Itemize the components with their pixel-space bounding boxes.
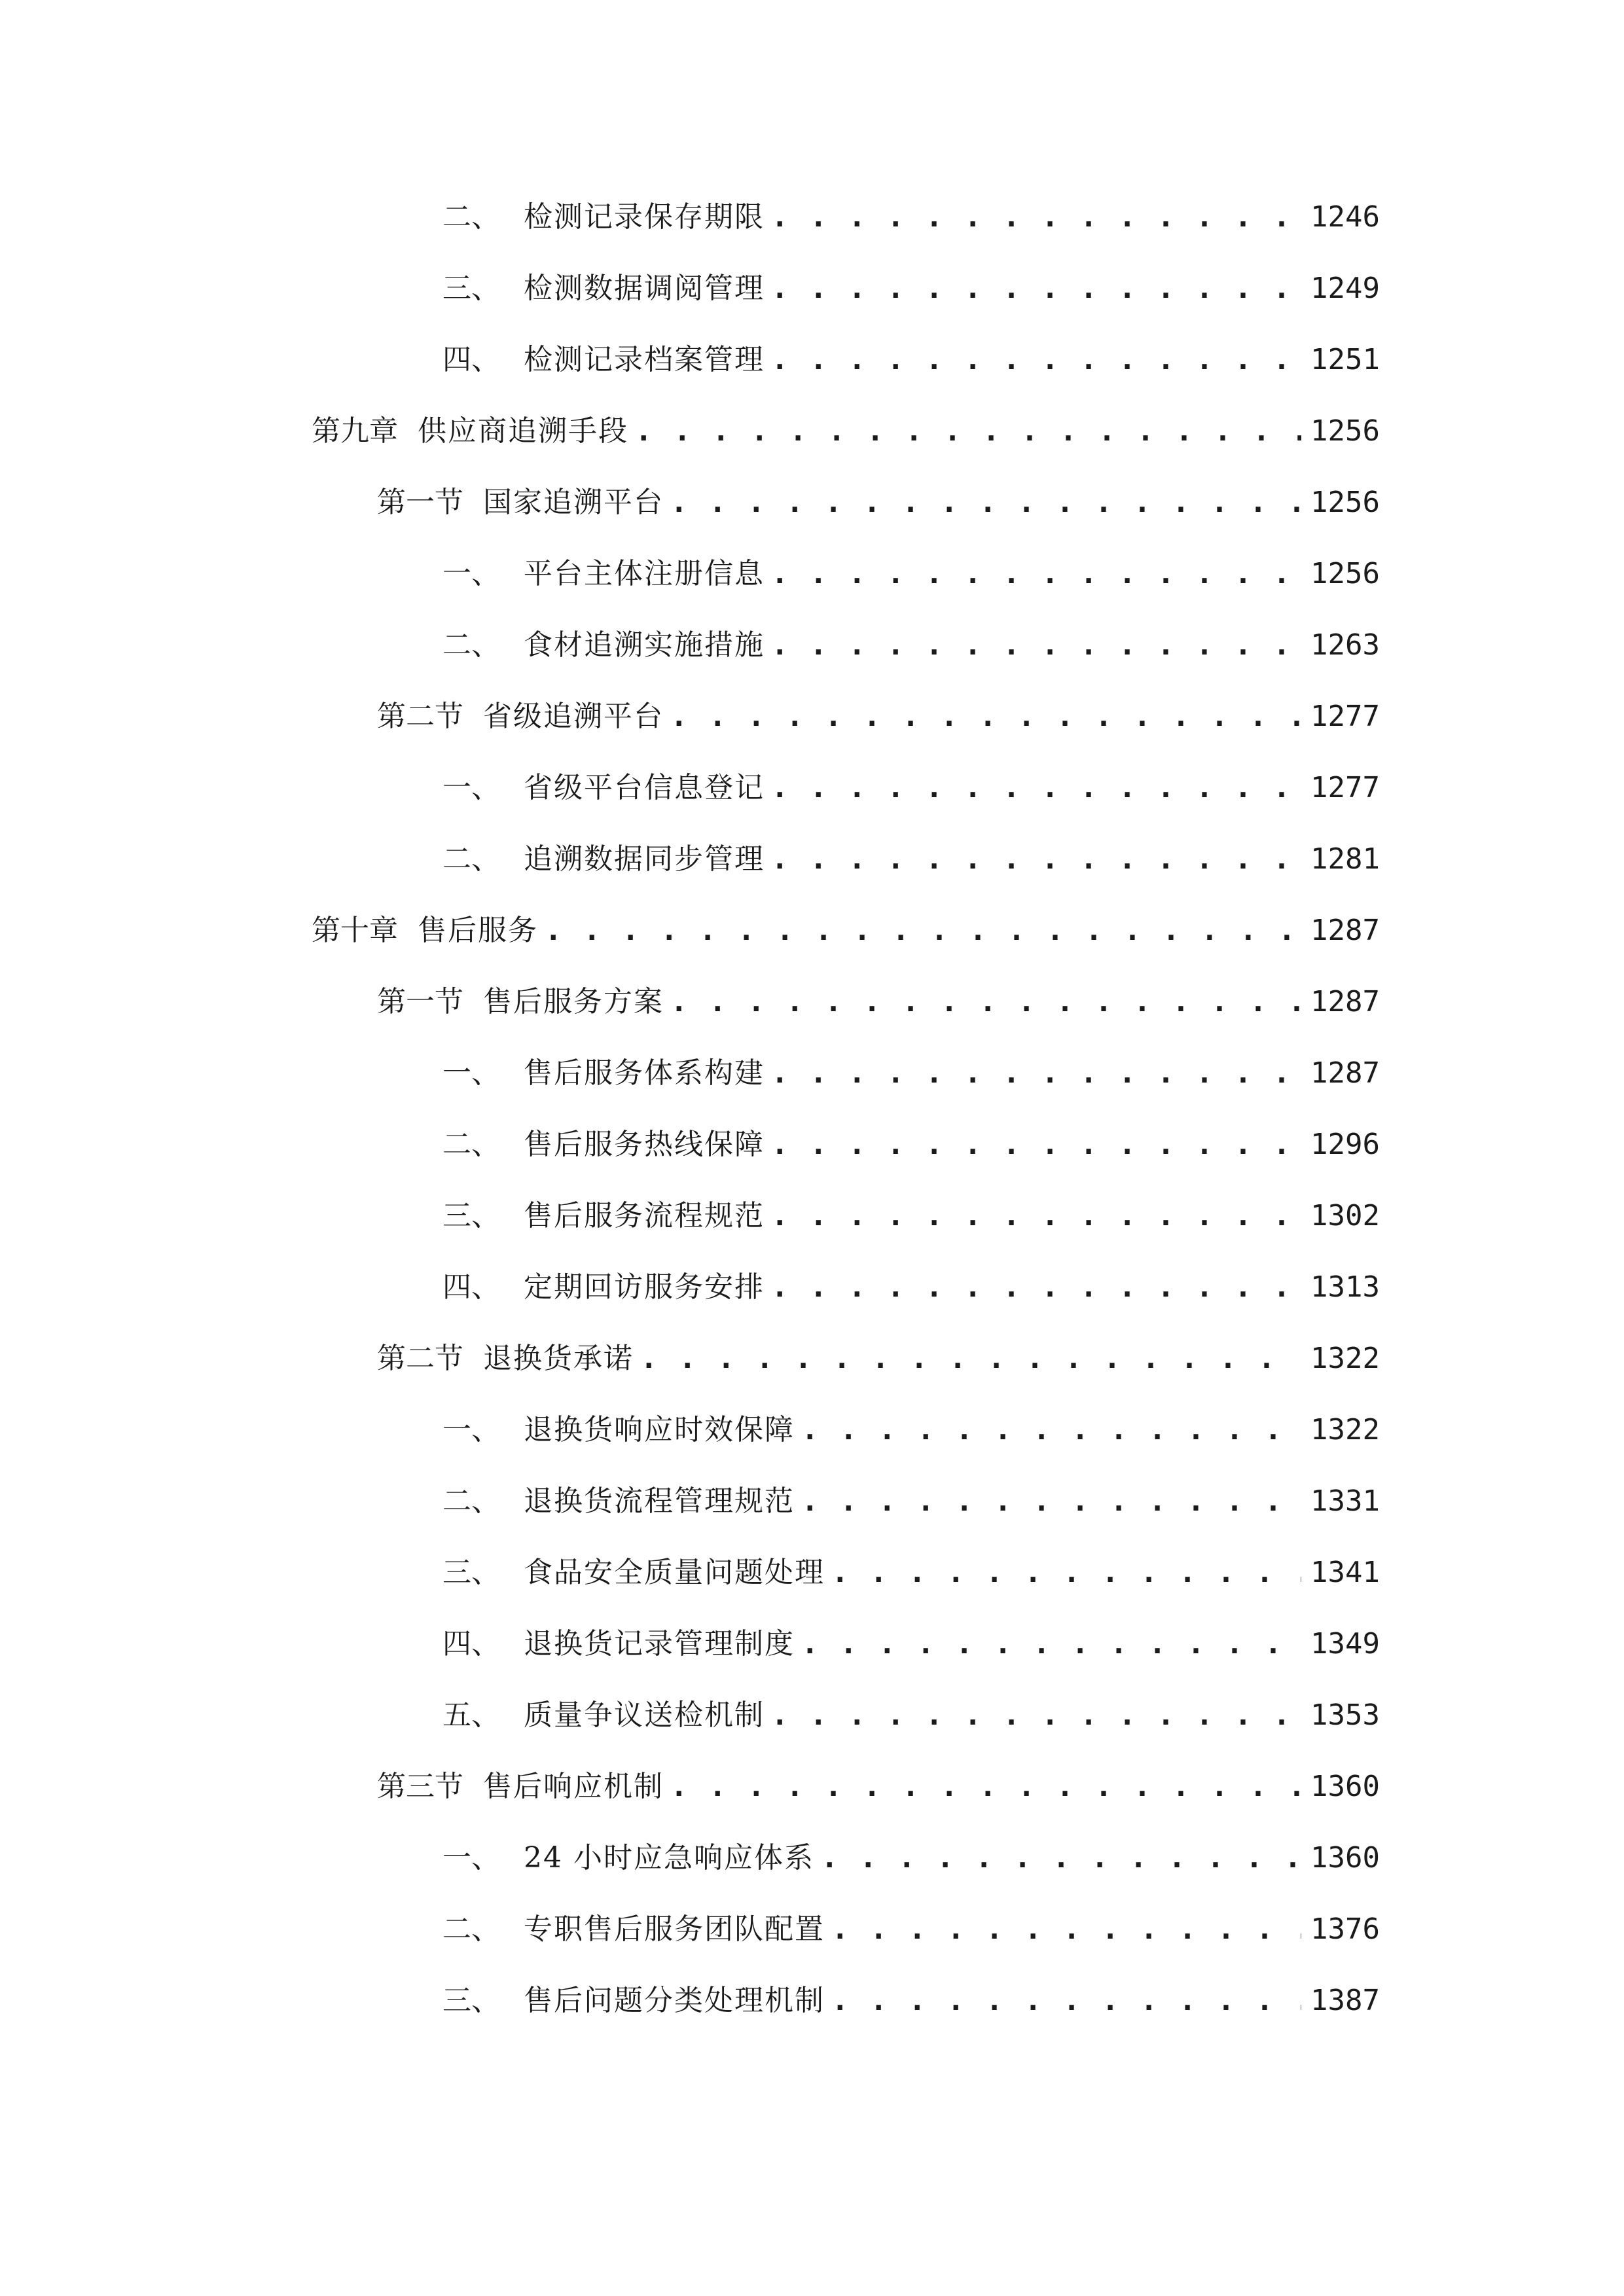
dot-leader [771,833,1301,886]
toc-entry-title: 检测记录保存期限 [524,200,765,234]
toc-entry-number: 四、 [442,343,500,376]
toc-entry-title: 售后服务热线保障 [524,1128,765,1161]
toc-entry-page: 1256 [1310,557,1380,590]
dot-leader [821,1832,1301,1884]
toc-entry-page: 1376 [1310,1912,1380,1946]
toc-entry-number: 第一节 [377,985,463,1018]
toc-entry-page: 1287 [1310,985,1380,1018]
toc-entry[interactable] [442,1119,1380,1171]
toc-entry-page: 1287 [1310,914,1380,947]
toc-entry-number: 三、 [442,272,500,305]
toc-section-entry[interactable] [377,691,1380,743]
toc-entry-page: 1331 [1310,1484,1380,1518]
toc-entry-number: 第三节 [377,1770,463,1803]
dot-leader [670,1761,1301,1813]
toc-entry[interactable] [442,762,1380,814]
toc-entry-number: 一、 [442,771,500,804]
toc-entry-page: 1387 [1310,1984,1380,2017]
toc-entry[interactable] [442,1689,1380,1742]
toc-entry-title: 售后问题分类处理机制 [524,1984,825,2017]
dot-leader [771,619,1301,672]
toc-entry-title: 质量争议送检机制 [524,1698,765,1732]
dot-leader [831,1903,1301,1956]
toc-entry[interactable] [442,1261,1380,1314]
dot-leader [670,976,1301,1028]
toc-entry-number: 四、 [442,1270,500,1304]
dot-leader [771,1119,1301,1171]
toc-entry[interactable] [442,1975,1380,2027]
toc-entry-number: 三、 [442,1199,500,1232]
toc-entry-title: 平台主体注册信息 [524,557,765,590]
toc-entry-page: 1256 [1310,414,1380,448]
toc-entry-number: 二、 [442,200,500,234]
dot-leader [771,762,1301,814]
toc-entry-title: 检测记录档案管理 [524,343,765,376]
toc-entry[interactable] [442,1832,1380,1884]
toc-entry-title: 食品安全质量问题处理 [524,1556,825,1589]
toc-entry[interactable] [442,548,1380,600]
toc-chapter-entry[interactable] [312,905,1380,957]
toc-entry-number: 二、 [442,842,500,876]
toc-entry-title: 省级追溯平台 [483,700,664,733]
toc-entry-number: 一、 [442,557,500,590]
toc-entry-page: 1249 [1310,272,1380,305]
toc-entry-number: 二、 [442,1912,500,1946]
toc-entry-number: 第二节 [377,700,463,733]
toc-entry-title: 退换货承诺 [483,1342,634,1375]
toc-entry-page: 1281 [1310,842,1380,876]
toc-entry-page: 1256 [1310,486,1380,519]
toc-entry-title: 食材追溯实施措施 [524,628,765,662]
toc-entry-page: 1360 [1310,1841,1380,1874]
toc-entry-title: 退换货流程管理规范 [524,1484,795,1518]
toc-entry[interactable] [442,1190,1380,1242]
toc-entry-number: 四、 [442,1627,500,1660]
toc-section-entry[interactable] [377,1761,1380,1813]
toc-entry-title: 售后服务方案 [483,985,664,1018]
toc-entry-title: 售后服务流程规范 [524,1199,765,1232]
toc-entry-title: 检测数据调阅管理 [524,272,765,305]
toc-entry-page: 1353 [1310,1698,1380,1732]
dot-leader [771,1047,1301,1100]
dot-leader [670,691,1301,743]
toc-entry-page: 1322 [1310,1342,1380,1375]
toc-entry-number: 一、 [442,1056,500,1090]
toc-entry-number: 二、 [442,1484,500,1518]
toc-entry-title: 退换货响应时效保障 [524,1413,795,1446]
toc-entry-number: 第二节 [377,1342,463,1375]
toc-entry-number: 三、 [442,1556,500,1589]
dot-leader [771,334,1301,386]
toc-entry-number: 一、 [442,1841,500,1874]
dot-leader [801,1475,1301,1528]
toc-entry-title: 供应商追溯手段 [418,414,628,448]
toc-entry[interactable] [442,1547,1380,1599]
dot-leader [545,905,1301,957]
toc-entry-title: 专职售后服务团队配置 [524,1912,825,1946]
toc-entry-page: 1251 [1310,343,1380,376]
toc-entry[interactable] [442,1903,1380,1956]
toc-entry-title: 24 小时应急响应体系 [524,1841,814,1874]
dot-leader [801,1404,1301,1456]
dot-leader [771,191,1301,243]
dot-leader [640,1333,1301,1385]
toc-entry[interactable] [442,1618,1380,1670]
toc-entry-title: 省级平台信息登记 [524,771,765,804]
toc-entry-page: 1296 [1310,1128,1380,1161]
toc-entry[interactable] [442,334,1380,386]
toc-entry-page: 1341 [1310,1556,1380,1589]
toc-entry[interactable] [442,262,1380,315]
toc-entry[interactable] [442,619,1380,672]
dot-leader [831,1547,1301,1599]
toc-section-entry[interactable] [377,1333,1380,1385]
toc-entry-number: 第九章 [312,414,398,448]
toc-entry-page: 1302 [1310,1199,1380,1232]
toc-entry-title: 售后服务体系构建 [524,1056,765,1090]
toc-entry[interactable] [442,1475,1380,1528]
toc-section-entry[interactable] [377,976,1380,1028]
toc-entry-number: 三、 [442,1984,500,2017]
toc-entry-number: 二、 [442,628,500,662]
toc-entry-page: 1246 [1310,200,1380,234]
toc-entry-title: 售后响应机制 [483,1770,664,1803]
toc-entry-title: 售后服务 [418,914,538,947]
dot-leader [771,548,1301,600]
toc-chapter-entry[interactable] [312,405,1380,457]
toc-entry-page: 1313 [1310,1270,1380,1304]
toc-entry-page: 1277 [1310,771,1380,804]
toc-entry-number: 第一节 [377,486,463,519]
toc-entry-title: 追溯数据同步管理 [524,842,765,876]
toc-entry-number: 五、 [442,1698,500,1732]
toc-entry-number: 一、 [442,1413,500,1446]
dot-leader [771,1190,1301,1242]
dot-leader [771,1689,1301,1742]
dot-leader [771,1261,1301,1314]
toc-entry[interactable] [442,833,1380,886]
toc-entry-title: 国家追溯平台 [483,486,664,519]
dot-leader [831,1975,1301,2027]
toc-entry-page: 1322 [1310,1413,1380,1446]
toc-entry[interactable] [442,1404,1380,1456]
toc-entry-number: 二、 [442,1128,500,1161]
toc-entry-page: 1360 [1310,1770,1380,1803]
toc-entry-page: 1277 [1310,700,1380,733]
dot-leader [635,405,1301,457]
toc-entry-page: 1287 [1310,1056,1380,1090]
toc-entry[interactable] [442,191,1380,243]
toc-entry-title: 退换货记录管理制度 [524,1627,795,1660]
dot-leader [801,1618,1301,1670]
dot-leader [670,476,1301,529]
toc-entry-page: 1263 [1310,628,1380,662]
toc-entry-number: 第十章 [312,914,398,947]
toc-section-entry[interactable] [377,476,1380,529]
toc-entry[interactable] [442,1047,1380,1100]
toc-entry-title: 定期回访服务安排 [524,1270,765,1304]
dot-leader [771,262,1301,315]
toc-entry-page: 1349 [1310,1627,1380,1660]
